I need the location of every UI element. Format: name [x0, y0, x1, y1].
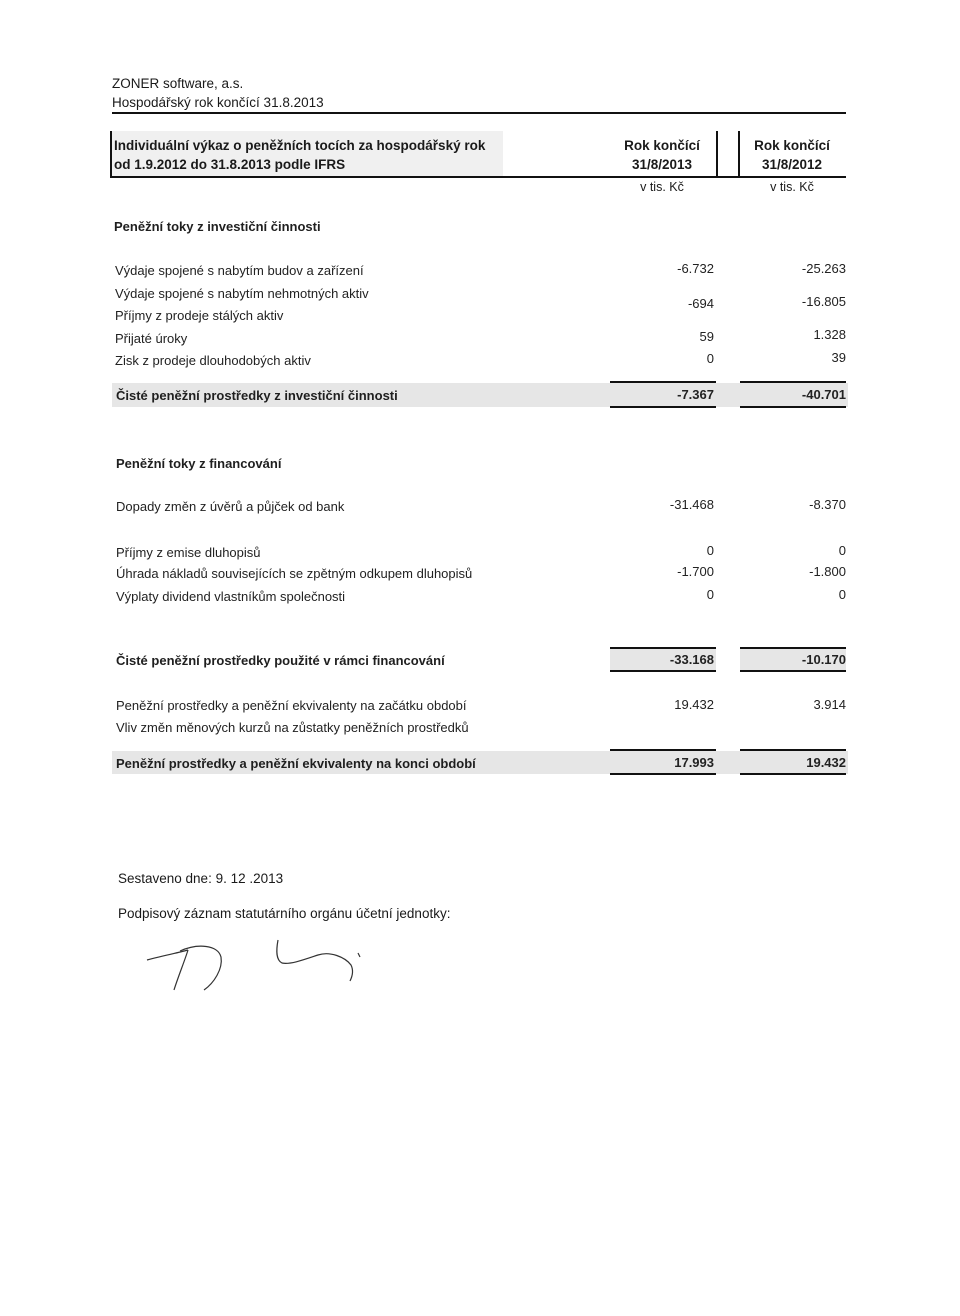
investing-total-bottom-rule-2013 [610, 406, 716, 408]
col2-header-line2: 31/8/2012 [761, 157, 823, 172]
financing-total-bottom-rule-2012 [740, 670, 846, 672]
cash-total-2013: 17.993 [674, 755, 714, 770]
compiled-date: Sestaveno dne: 9. 12 .2013 [118, 871, 284, 886]
statement-title-line1: Individuální výkaz o peněžních tocích za hospodářský rok [114, 138, 486, 153]
col1-header-line1: Rok končící [624, 138, 700, 153]
financing-row-value-2013: 0 [706, 543, 714, 558]
header-divider [112, 112, 846, 114]
column-separator-left [716, 131, 718, 176]
investing-total-2013: -7.367 [677, 387, 714, 402]
investing-row-label: Výdaje spojené s nabytím budov a zařízení [115, 263, 364, 278]
financing-total-2012: -10.170 [801, 652, 846, 667]
financing-row-value-2012: 0 [838, 543, 846, 558]
investing-row-value-2013: 59 [699, 329, 714, 344]
financing-row-label: Příjmy z emise dluhopisů [116, 545, 261, 560]
col2-unit: v tis. Kč [770, 180, 814, 194]
signature-label: Podpisový záznam statutárního orgánu účetní jednotky: [118, 906, 451, 921]
cash-row-label: Peněžní prostředky a peněžní ekvivalenty na začátku období [116, 698, 467, 713]
investing-row-value-2013: -6.732 [677, 261, 714, 276]
investing-section-title: Peněžní toky z investiční činnosti [114, 219, 321, 234]
investing-total-label: Čisté peněžní prostředky z investiční činnosti [116, 388, 398, 403]
col1-unit: v tis. Kč [640, 180, 684, 194]
investing-total-top-rule-2013 [610, 381, 716, 383]
investing-row-label: Příjmy z prodeje stálých aktiv [115, 308, 284, 323]
financing-row-value-2012: -1.800 [809, 564, 846, 579]
investing-total-top-rule-2012 [740, 381, 846, 383]
financing-section-title: Peněžní toky z financování [116, 456, 282, 471]
table-header-bottom-rule [110, 176, 846, 178]
investing-row-label: Přijaté úroky [115, 331, 188, 346]
financing-row-value-2013: -31.468 [669, 497, 714, 512]
investing-total-2012: -40.701 [801, 387, 846, 402]
financing-row-label: Úhrada nákladů souvisejících se zpětným odkupem dluhopisů [116, 566, 473, 581]
cash-total-top-rule-2013 [610, 749, 716, 751]
financing-row-value-2012: 0 [838, 587, 846, 602]
handwritten-signature [130, 935, 380, 995]
investing-row-label: Zisk z prodeje dlouhodobých aktiv [115, 353, 311, 368]
investing-row-value-2013: -694 [687, 296, 714, 311]
investing-row-value-2013: 0 [706, 351, 714, 366]
financing-row-value-2013: 0 [706, 587, 714, 602]
investing-row-value-2012: -25.263 [801, 261, 846, 276]
financing-row-value-2012: -8.370 [809, 497, 846, 512]
cash-total-top-rule-2012 [740, 749, 846, 751]
financing-row-label: Výplaty dividend vlastníkům společnosti [116, 589, 346, 604]
investing-total-bottom-rule-2012 [740, 406, 846, 408]
cash-total-bottom-rule-2013 [610, 773, 716, 775]
statement-title-line2: od 1.9.2012 do 31.8.2013 podle IFRS [114, 157, 346, 172]
cash-row-value-2013: 19.432 [674, 697, 714, 712]
cash-total-bottom-rule-2012 [740, 773, 846, 775]
col2-header-line1: Rok končící [754, 138, 830, 153]
financing-total-label: Čisté peněžní prostředky použité v rámci financování [116, 653, 445, 668]
investing-row-label: Výdaje spojené s nabytím nehmotných aktiv [115, 286, 369, 301]
fiscal-year: Hospodářský rok končící 31.8.2013 [112, 95, 324, 110]
investing-row-value-2012: 1.328 [813, 327, 846, 342]
financing-total-bottom-rule-2013 [610, 670, 716, 672]
col1-header-line2: 31/8/2013 [631, 157, 693, 172]
financing-total-2013: -33.168 [669, 652, 714, 667]
investing-row-value-2012: -16.805 [801, 294, 846, 309]
cash-total-2012: 19.432 [806, 755, 846, 770]
financing-row-value-2013: -1.700 [677, 564, 714, 579]
investing-row-value-2012: 39 [831, 350, 846, 365]
cash-row-label: Vliv změn měnových kurzů na zůstatky peněžních prostředků [116, 720, 469, 735]
cash-row-value-2012: 3.914 [813, 697, 846, 712]
company-name: ZONER software, a.s. [112, 76, 244, 91]
cash-total-label: Peněžní prostředky a peněžní ekvivalenty na konci období [116, 756, 476, 771]
financing-row-label: Dopady změn z úvěrů a půjček od bank [116, 499, 345, 514]
